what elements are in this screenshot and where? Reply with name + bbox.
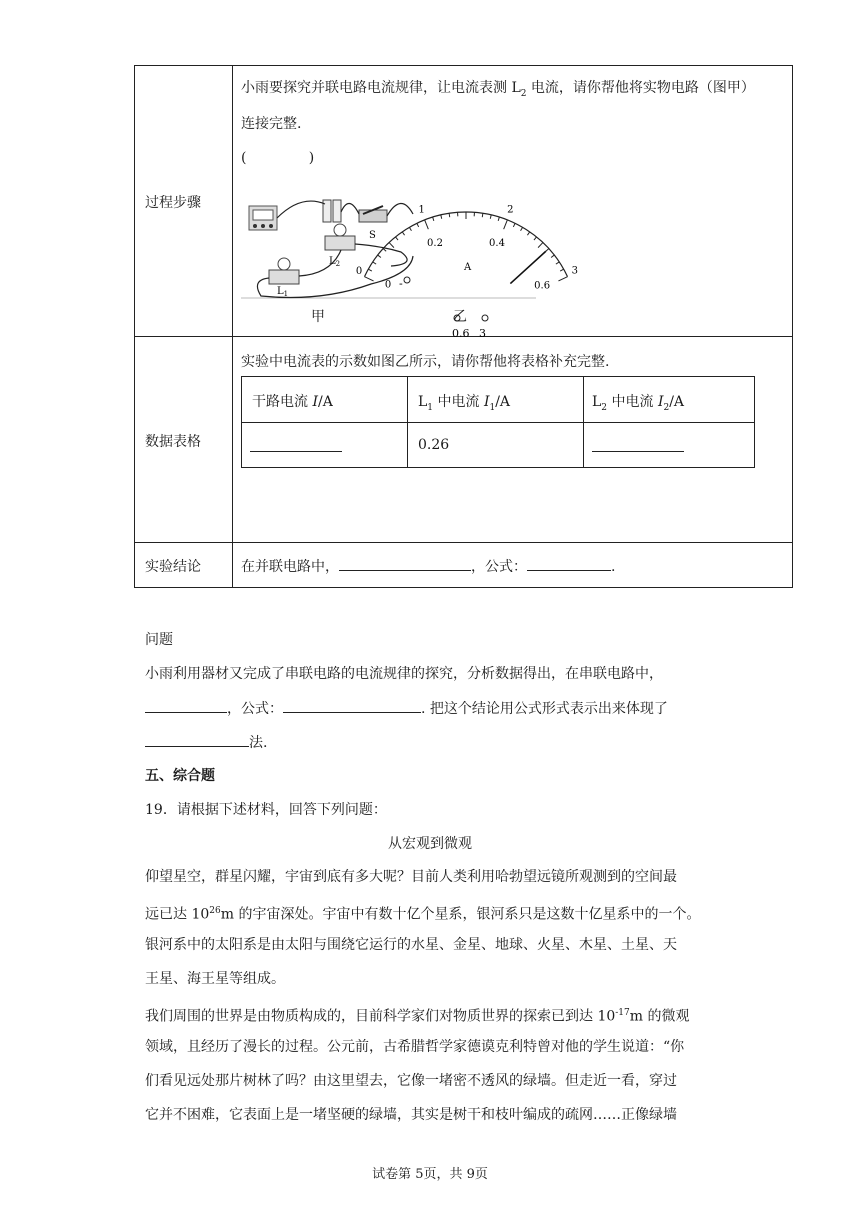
formula-blank[interactable] xyxy=(527,556,611,571)
question-19: 19．请根据下述材料，回答下列问题： xyxy=(145,802,387,818)
para2-line4: 它并不困难，它表面上是一堵坚硬的绿墙，其实是树干和枝叶编成的疏网……正像绿墙 xyxy=(145,1107,677,1123)
inner-col-divider xyxy=(583,377,584,467)
ammeter-tick xyxy=(551,255,554,257)
wire xyxy=(341,203,359,214)
wire xyxy=(355,244,407,266)
data-table-intro: 实验中电流表的示数如图乙所示，请你帮他将表格补充完整. xyxy=(241,354,610,370)
row-label-procedure: 过程步骤 xyxy=(145,195,201,211)
dial-unit-label: A xyxy=(464,262,472,273)
series-formula-blank[interactable] xyxy=(283,698,421,713)
para1-line4: 王星、海王星等组成。 xyxy=(145,971,285,987)
wire xyxy=(277,201,325,218)
procedure-text-line1: 小雨要探究并联电路电流规律，让电流表测 $L_2$ 电流，请你帮他将实物电路（图甲） xyxy=(241,80,755,99)
circuit-figure xyxy=(241,184,661,340)
ammeter-tick xyxy=(409,227,411,230)
dial-bottom-tick-label: 0.4 xyxy=(489,237,505,249)
current-data-table xyxy=(241,376,755,468)
series-conclusion-blank[interactable] xyxy=(145,698,227,713)
battery-icon xyxy=(323,200,341,222)
ammeter-tick xyxy=(498,217,499,221)
article-title: 从宏观到微观 xyxy=(388,836,472,852)
conclusion-text: 在并联电路中， ，公式： . xyxy=(241,556,615,577)
para2-line3: 们看见远处那片树林了吗？由这里望去，它像一堵密不透风的绿墙。但走近一看，穿过 xyxy=(145,1073,677,1089)
para2-line2: 领域，且经历了漫长的过程。公元前，古希腊哲学家德谟克利特曾对他的学生说道：“你 xyxy=(145,1039,685,1055)
terminal-minus-label: - xyxy=(399,277,403,290)
inner-col-divider xyxy=(407,377,408,467)
ammeter-tick xyxy=(425,220,429,229)
row-divider xyxy=(135,542,792,543)
ammeter-tick xyxy=(504,220,508,229)
method-blank[interactable] xyxy=(145,732,249,747)
bulb-l1-icon xyxy=(269,258,299,284)
header-l2-current: $L_2$ 中电流 $I_2/A$ xyxy=(592,394,685,413)
question-line2: ，公式： . 把这个结论用公式形式表示出来体现了 xyxy=(145,698,668,719)
para1-line2: 远已达 $10^{26}m$ 的宇宙深处。宇宙中有数十亿个星系，银河系只是这数十亿星系中的一个。 xyxy=(145,906,701,923)
ammeter-tick xyxy=(368,269,371,271)
value-l1-current: 0.26 xyxy=(418,437,450,453)
question-heading: 问题 xyxy=(145,632,173,648)
value-main-current-blank[interactable] xyxy=(250,437,342,456)
para2-line1: 我们周围的世界是由物质构成的，目前科学家们对物质世界的探索已到达 $10^{-17}m$ 的微观 xyxy=(145,1008,690,1025)
para1-line1: 仰望星空，群星闪耀，宇宙到底有多大呢？目前人类利用哈勃望远镜所观测到的空间最 xyxy=(145,869,677,885)
ammeter-tick xyxy=(556,262,559,264)
answer-parentheses: ( ) xyxy=(241,150,315,166)
dial-bottom-tick-label: 0.2 xyxy=(427,237,443,249)
ammeter-tick xyxy=(417,223,419,227)
dial-top-tick-label: 2 xyxy=(507,204,514,216)
ammeter-tick xyxy=(389,243,394,248)
figure-label-yi: 乙 xyxy=(453,309,467,325)
ammeter-tick xyxy=(396,237,399,240)
section-heading: 五、综合题 xyxy=(145,768,215,784)
dial-bottom-zero-label: 0 xyxy=(384,279,392,291)
header-main-current: 干路电流 I/A xyxy=(252,394,333,410)
ammeter-tick xyxy=(490,215,491,219)
column-divider xyxy=(232,66,233,587)
ammeter-tick xyxy=(560,269,563,271)
row-label-conclusion: 实验结论 xyxy=(145,559,201,575)
ammeter-tick xyxy=(513,223,515,227)
dial-bottom-tick-label: 0.6 xyxy=(534,280,551,292)
ammeter-tick xyxy=(538,243,543,248)
page-footer: 试卷第 5页，共 9页 xyxy=(372,1167,488,1182)
dial-top-zero-label: 0 xyxy=(355,266,363,278)
row-label-data-table: 数据表格 xyxy=(145,434,201,450)
switch-icon xyxy=(359,206,387,222)
terminal-06-label: 0.6 xyxy=(452,327,470,340)
ammeter-tick xyxy=(441,215,442,219)
ammeter-tick xyxy=(383,249,386,252)
para1-line3: 银河系中的太阳系是由太阳与围绕它运行的水星、金星、地球、火星、木星、土星、天 xyxy=(145,937,677,953)
ammeter-tick xyxy=(364,277,373,281)
question-line1: 小雨利用器材又完成了串联电路的电流规律的探究，分析数据得出，在串联电路中， xyxy=(145,666,663,682)
question-line3: 法. xyxy=(145,732,267,753)
voltmeter-device-icon xyxy=(249,206,277,230)
inner-row-divider xyxy=(242,422,754,423)
procedure-text-line2: 连接完整. xyxy=(241,116,302,132)
bulb-l2-icon xyxy=(325,224,355,250)
ammeter-tick xyxy=(433,217,434,221)
dial-top-tick-label: 1 xyxy=(418,204,425,216)
switch-label: S xyxy=(369,230,376,241)
terminal-3-label: 3 xyxy=(479,327,486,340)
bulb-l1-label: $L_1$ xyxy=(277,286,289,298)
bulb-l2-label: $L_2$ xyxy=(329,256,341,268)
ammeter-tick xyxy=(402,232,404,235)
ammeter-needle xyxy=(510,251,545,283)
ammeter-tick xyxy=(527,232,529,235)
value-l2-current-blank[interactable] xyxy=(592,437,684,456)
experiment-table xyxy=(134,65,793,588)
ammeter-terminal xyxy=(482,315,488,321)
wire xyxy=(387,203,413,216)
ammeter-tick xyxy=(546,249,549,252)
header-l1-current: $L_1$ 中电流 $I_1/A$ xyxy=(418,394,511,413)
ammeter-dial xyxy=(356,204,578,321)
ammeter-tick xyxy=(378,255,381,257)
dial-top-tick-label: 3 xyxy=(571,265,578,277)
ammeter-tick xyxy=(534,237,537,240)
ammeter-tick xyxy=(373,262,376,264)
ammeter-tick xyxy=(521,227,523,230)
conclusion-blank[interactable] xyxy=(339,556,471,571)
ammeter-terminal xyxy=(404,277,410,283)
ammeter-tick xyxy=(558,277,567,281)
figure-label-jia: 甲 xyxy=(311,309,325,325)
ammeter-tick xyxy=(449,213,450,217)
ammeter-tick xyxy=(482,213,483,217)
